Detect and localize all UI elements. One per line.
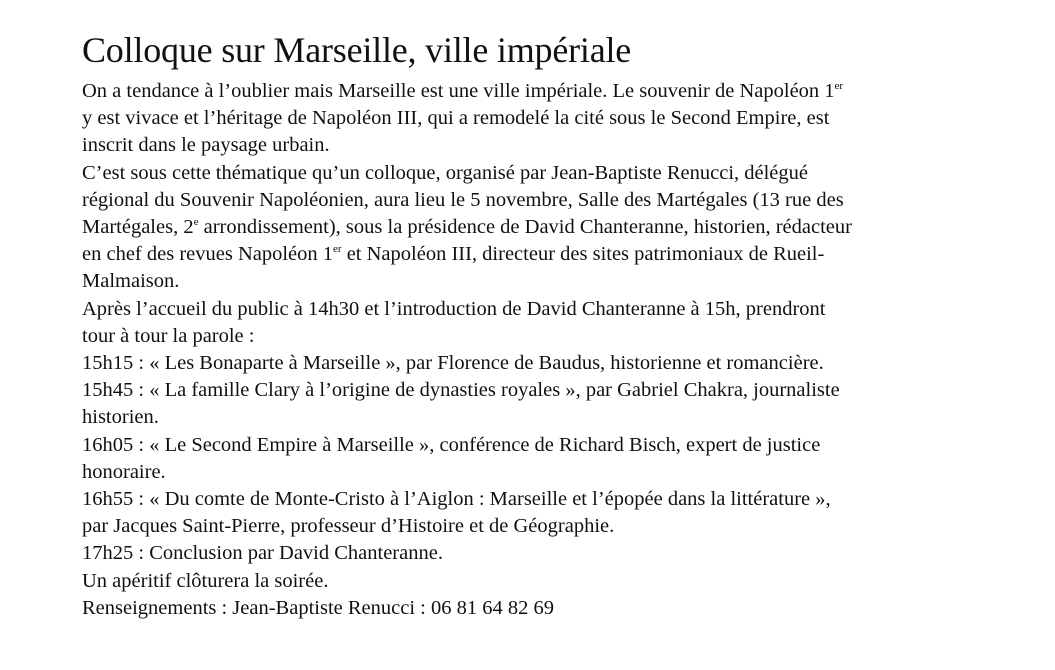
program-list (82, 350, 982, 568)
program-item (82, 377, 982, 431)
program-item-line: 16h05 : « Le Second Empire à Marseille », conférence de Richard Bisch, expert de justice (82, 433, 821, 456)
schedule-intro-paragraph (82, 296, 982, 350)
program-item-line: historien. (82, 406, 159, 429)
program-item (82, 540, 982, 567)
program-item-line: 17h25 : Conclusion par David Chanteranne. (82, 542, 443, 565)
closing-line: Un apéritif clôturera la soirée. (82, 569, 329, 592)
program-item (82, 486, 982, 540)
schedule-intro-line-1: Après l’accueil du public à 14h30 et l’introduction de David Chanteranne à 15h, prendront (82, 297, 826, 320)
contact-line: Renseignements : Jean-Baptiste Renucci : 06 81 64 82 69 (82, 596, 554, 619)
announcement-paragraph (82, 160, 982, 296)
superscript-er: er (333, 243, 342, 256)
superscript-e: e (193, 216, 199, 229)
intro-line-3: inscrit dans le paysage urbain. (82, 134, 330, 157)
program-item (82, 432, 982, 486)
program-item (82, 350, 982, 377)
announcement-line-1: C’est sous cette thématique qu’un colloque, organisé par Jean-Baptiste Renucci, délégué (82, 161, 809, 184)
program-item-line: 15h45 : « La famille Clary à l’origine de dynasties royales », par Gabriel Chakra, journaliste (82, 379, 840, 402)
announcement-line-2: régional du Souvenir Napoléonien, aura lieu le 5 novembre, Salle des Martégales (13 rue des (82, 188, 844, 211)
announcement-line-5: Malmaison. (82, 270, 180, 293)
intro-line-1: On a tendance à l’oublier mais Marseille est une ville impériale. Le souvenir de Napoléon 1er (82, 80, 844, 102)
schedule-intro-line-2: tour à tour la parole : (82, 324, 255, 347)
program-item-line: honoraire. (82, 460, 166, 483)
article-title: Colloque sur Marseille, ville impériale (82, 30, 632, 70)
program-item-line: 16h55 : « Du comte de Monte-Cristo à l’Aiglon : Marseille et l’épopée dans la littérature », (82, 488, 831, 511)
announcement-line-4: en chef des revues Napoléon 1er et Napoléon III, directeur des sites patrimoniaux de Rueil- (82, 243, 825, 266)
article (82, 28, 982, 622)
superscript-er: er (834, 80, 844, 92)
intro-line-2: y est vivace et l’héritage de Napoléon III, qui a remodelé la cité sous le Second Empire, est (82, 107, 830, 130)
program-item-line: par Jacques Saint-Pierre, professeur d’Histoire et de Géographie. (82, 515, 615, 538)
program-item-line: 15h15 : « Les Bonaparte à Marseille », par Florence de Baudus, historienne et romancière. (82, 352, 824, 375)
announcement-line-3: Martégales, 2e arrondissement), sous la présidence de David Chanteranne, historien, rédacteur (82, 216, 852, 239)
closing-paragraph (82, 568, 982, 622)
intro-paragraph (82, 78, 982, 160)
